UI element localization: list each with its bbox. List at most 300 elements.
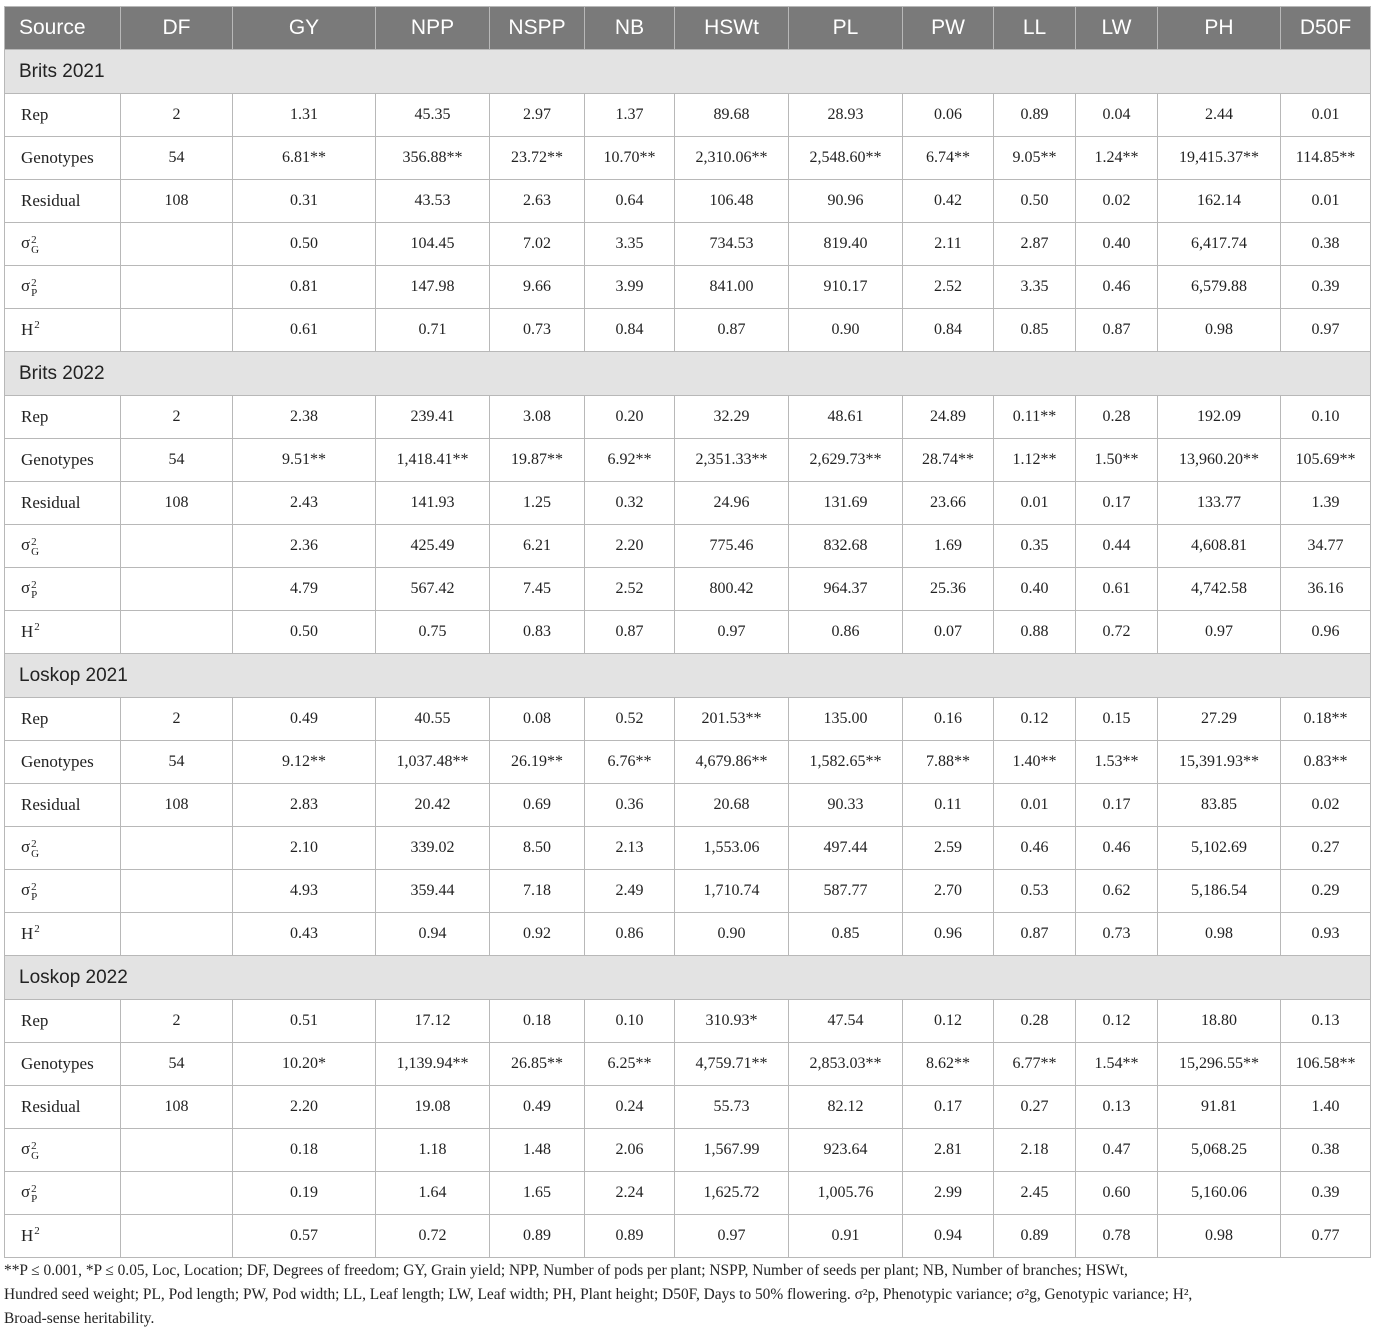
row-symbol-base: σ [21, 880, 31, 900]
value-cell: 0.18 [233, 1129, 376, 1172]
header-pw: PW [903, 7, 994, 50]
header-df: DF [121, 7, 233, 50]
row-label [5, 1215, 121, 1258]
value-cell: 90.33 [789, 784, 903, 827]
row-symbol: σ 2 P [21, 578, 38, 601]
df-cell [121, 1215, 233, 1258]
table-row [5, 309, 1371, 352]
value-cell: 6.76** [585, 741, 675, 784]
group-title: Brits 2022 [5, 352, 1371, 396]
value-cell: 18.80 [1158, 1000, 1281, 1043]
row-symbol: σ 2 G [21, 535, 40, 558]
row-symbol-base: σ [21, 535, 31, 555]
value-cell: 2.87 [994, 223, 1076, 266]
value-cell: 0.98 [1158, 309, 1281, 352]
value-cell: 0.85 [994, 309, 1076, 352]
value-cell: 6.25** [585, 1043, 675, 1086]
table-row [5, 611, 1371, 654]
value-cell: 0.04 [1076, 94, 1158, 137]
value-cell: 0.24 [585, 1086, 675, 1129]
value-cell: 0.89 [994, 1215, 1076, 1258]
value-cell: 0.38 [1281, 223, 1371, 266]
value-cell: 27.29 [1158, 698, 1281, 741]
value-cell: 1,005.76 [789, 1172, 903, 1215]
value-cell: 201.53** [675, 698, 789, 741]
value-cell: 841.00 [675, 266, 789, 309]
row-label [5, 568, 121, 611]
table-row [5, 827, 1371, 870]
value-cell: 89.68 [675, 94, 789, 137]
value-cell: 3.99 [585, 266, 675, 309]
row-label [5, 611, 121, 654]
value-cell: 2.45 [994, 1172, 1076, 1215]
df-cell: 2 [121, 1000, 233, 1043]
value-cell: 83.85 [1158, 784, 1281, 827]
row-label: Genotypes [5, 1043, 121, 1086]
value-cell: 2.97 [490, 94, 585, 137]
value-cell: 1.40** [994, 741, 1076, 784]
value-cell: 2,310.06** [675, 137, 789, 180]
table-row [5, 1129, 1371, 1172]
row-label: Rep [5, 396, 121, 439]
table-row [5, 1000, 1371, 1043]
df-cell: 2 [121, 396, 233, 439]
value-cell: 0.01 [1281, 94, 1371, 137]
value-cell: 2,548.60** [789, 137, 903, 180]
row-label: Rep [5, 1000, 121, 1043]
table-row [5, 94, 1371, 137]
value-cell: 2,629.73** [789, 439, 903, 482]
table-row [5, 137, 1371, 180]
value-cell: 2,351.33** [675, 439, 789, 482]
value-cell: 0.12 [1076, 1000, 1158, 1043]
value-cell: 0.31 [233, 180, 376, 223]
table-row [5, 525, 1371, 568]
df-cell: 108 [121, 482, 233, 525]
table-container [4, 6, 1370, 1258]
value-cell: 0.07 [903, 611, 994, 654]
footnote-line-3: Broad-sense heritability. [4, 1310, 155, 1327]
value-cell: 2.63 [490, 180, 585, 223]
table-row [5, 870, 1371, 913]
value-cell: 4,759.71** [675, 1043, 789, 1086]
df-cell [121, 870, 233, 913]
value-cell: 5,160.06 [1158, 1172, 1281, 1215]
row-symbol: H 2 [21, 923, 40, 943]
value-cell: 10.20* [233, 1043, 376, 1086]
value-cell: 5,186.54 [1158, 870, 1281, 913]
value-cell: 3.35 [585, 223, 675, 266]
row-symbol: σ 2 P [21, 276, 38, 299]
value-cell: 0.77 [1281, 1215, 1371, 1258]
df-cell [121, 611, 233, 654]
row-symbol-base: σ [21, 1139, 31, 1159]
value-cell: 0.97 [1158, 611, 1281, 654]
value-cell: 0.40 [994, 568, 1076, 611]
table-row [5, 568, 1371, 611]
footnote-line-2: Hundred seed weight; PL, Pod length; PW, Pod width; LL, Leaf length; LW, Leaf width; PH, Plant height; D50F, Days to 50% flowering. σ²p, Phenotypic variance; σ²g, Genotypic variance; H², [4, 1286, 1193, 1303]
value-cell: 587.77 [789, 870, 903, 913]
row-label: Rep [5, 94, 121, 137]
row-symbol-base: σ [21, 233, 31, 253]
value-cell: 6.77** [994, 1043, 1076, 1086]
row-label [5, 913, 121, 956]
value-cell: 147.98 [376, 266, 490, 309]
header-hswt: HSWt [675, 7, 789, 50]
value-cell: 775.46 [675, 525, 789, 568]
group-row [5, 50, 1371, 94]
row-label [5, 827, 121, 870]
value-cell: 8.50 [490, 827, 585, 870]
value-cell: 0.10 [1281, 396, 1371, 439]
value-cell: 192.09 [1158, 396, 1281, 439]
value-cell: 567.42 [376, 568, 490, 611]
table-row [5, 698, 1371, 741]
row-symbol-base: H [21, 622, 34, 641]
value-cell: 0.53 [994, 870, 1076, 913]
value-cell: 0.51 [233, 1000, 376, 1043]
value-cell: 1.12** [994, 439, 1076, 482]
value-cell: 0.83 [490, 611, 585, 654]
value-cell: 1.18 [376, 1129, 490, 1172]
value-cell: 0.17 [903, 1086, 994, 1129]
value-cell: 1,037.48** [376, 741, 490, 784]
row-label [5, 525, 121, 568]
value-cell: 3.35 [994, 266, 1076, 309]
value-cell: 0.12 [903, 1000, 994, 1043]
value-cell: 2.36 [233, 525, 376, 568]
value-cell: 2.10 [233, 827, 376, 870]
value-cell: 6.81** [233, 137, 376, 180]
row-label: Genotypes [5, 741, 121, 784]
row-label: Residual [5, 784, 121, 827]
value-cell: 6.92** [585, 439, 675, 482]
value-cell: 0.88 [994, 611, 1076, 654]
value-cell: 1.39 [1281, 482, 1371, 525]
df-cell [121, 913, 233, 956]
row-symbol-base: σ [21, 837, 31, 857]
value-cell: 1,567.99 [675, 1129, 789, 1172]
value-cell: 5,102.69 [1158, 827, 1281, 870]
value-cell: 0.73 [490, 309, 585, 352]
group-title: Loskop 2022 [5, 956, 1371, 1000]
table-row [5, 913, 1371, 956]
value-cell: 40.55 [376, 698, 490, 741]
value-cell: 0.97 [675, 1215, 789, 1258]
row-label [5, 1172, 121, 1215]
value-cell: 819.40 [789, 223, 903, 266]
value-cell: 0.61 [233, 309, 376, 352]
value-cell: 0.44 [1076, 525, 1158, 568]
value-cell: 0.28 [1076, 396, 1158, 439]
value-cell: 23.72** [490, 137, 585, 180]
value-cell: 7.18 [490, 870, 585, 913]
row-label [5, 266, 121, 309]
value-cell: 425.49 [376, 525, 490, 568]
value-cell: 923.64 [789, 1129, 903, 1172]
value-cell: 734.53 [675, 223, 789, 266]
value-cell: 1,625.72 [675, 1172, 789, 1215]
table-row [5, 784, 1371, 827]
value-cell: 106.48 [675, 180, 789, 223]
value-cell: 0.86 [789, 611, 903, 654]
value-cell: 15,391.93** [1158, 741, 1281, 784]
value-cell: 0.94 [903, 1215, 994, 1258]
group-row [5, 654, 1371, 698]
value-cell: 32.29 [675, 396, 789, 439]
value-cell: 0.92 [490, 913, 585, 956]
value-cell: 0.87 [994, 913, 1076, 956]
table-row [5, 482, 1371, 525]
df-cell: 54 [121, 741, 233, 784]
value-cell: 4,608.81 [1158, 525, 1281, 568]
value-cell: 0.50 [994, 180, 1076, 223]
value-cell: 339.02 [376, 827, 490, 870]
group-row [5, 956, 1371, 1000]
value-cell: 1.37 [585, 94, 675, 137]
value-cell: 0.19 [233, 1172, 376, 1215]
table-row [5, 1215, 1371, 1258]
value-cell: 0.87 [585, 611, 675, 654]
table-body [5, 50, 1371, 1258]
value-cell: 1.64 [376, 1172, 490, 1215]
value-cell: 0.18** [1281, 698, 1371, 741]
df-cell [121, 223, 233, 266]
row-symbol-base: σ [21, 1182, 31, 1202]
value-cell: 4,679.86** [675, 741, 789, 784]
header-pl: PL [789, 7, 903, 50]
value-cell: 1.31 [233, 94, 376, 137]
value-cell: 0.72 [1076, 611, 1158, 654]
value-cell: 0.96 [1281, 611, 1371, 654]
value-cell: 0.08 [490, 698, 585, 741]
value-cell: 6.21 [490, 525, 585, 568]
value-cell: 104.45 [376, 223, 490, 266]
value-cell: 0.69 [490, 784, 585, 827]
value-cell: 0.18 [490, 1000, 585, 1043]
table-row [5, 396, 1371, 439]
value-cell: 2.11 [903, 223, 994, 266]
value-cell: 0.86 [585, 913, 675, 956]
row-symbol-base: H [21, 1226, 34, 1245]
value-cell: 114.85** [1281, 137, 1371, 180]
value-cell: 2.43 [233, 482, 376, 525]
row-symbol-base: H [21, 924, 34, 943]
row-symbol: σ 2 G [21, 233, 40, 256]
value-cell: 0.13 [1076, 1086, 1158, 1129]
value-cell: 0.97 [1281, 309, 1371, 352]
value-cell: 910.17 [789, 266, 903, 309]
value-cell: 2.49 [585, 870, 675, 913]
header-source: Source [5, 7, 121, 50]
row-label [5, 1129, 121, 1172]
df-cell [121, 827, 233, 870]
value-cell: 2.99 [903, 1172, 994, 1215]
df-cell: 54 [121, 439, 233, 482]
value-cell: 13,960.20** [1158, 439, 1281, 482]
value-cell: 135.00 [789, 698, 903, 741]
value-cell: 131.69 [789, 482, 903, 525]
header-ph: PH [1158, 7, 1281, 50]
value-cell: 17.12 [376, 1000, 490, 1043]
value-cell: 0.61 [1076, 568, 1158, 611]
value-cell: 91.81 [1158, 1086, 1281, 1129]
value-cell: 19.08 [376, 1086, 490, 1129]
value-cell: 1.65 [490, 1172, 585, 1215]
row-label: Residual [5, 180, 121, 223]
value-cell: 0.78 [1076, 1215, 1158, 1258]
value-cell: 0.89 [490, 1215, 585, 1258]
value-cell: 0.11** [994, 396, 1076, 439]
value-cell: 2.52 [903, 266, 994, 309]
df-cell: 108 [121, 1086, 233, 1129]
value-cell: 0.98 [1158, 1215, 1281, 1258]
table-row [5, 180, 1371, 223]
header-gy: GY [233, 7, 376, 50]
group-title: Loskop 2021 [5, 654, 1371, 698]
value-cell: 20.68 [675, 784, 789, 827]
value-cell: 25.36 [903, 568, 994, 611]
group-title: Brits 2021 [5, 50, 1371, 94]
value-cell: 0.11 [903, 784, 994, 827]
value-cell: 964.37 [789, 568, 903, 611]
value-cell: 133.77 [1158, 482, 1281, 525]
row-label [5, 870, 121, 913]
row-label: Residual [5, 482, 121, 525]
value-cell: 0.01 [1281, 180, 1371, 223]
value-cell: 34.77 [1281, 525, 1371, 568]
df-cell: 54 [121, 137, 233, 180]
value-cell: 0.27 [1281, 827, 1371, 870]
header-nspp: NSPP [490, 7, 585, 50]
value-cell: 1.69 [903, 525, 994, 568]
value-cell: 0.96 [903, 913, 994, 956]
table-row [5, 741, 1371, 784]
value-cell: 55.73 [675, 1086, 789, 1129]
table-row [5, 1172, 1371, 1215]
value-cell: 0.47 [1076, 1129, 1158, 1172]
value-cell: 5,068.25 [1158, 1129, 1281, 1172]
df-cell: 108 [121, 180, 233, 223]
value-cell: 0.49 [490, 1086, 585, 1129]
value-cell: 6,579.88 [1158, 266, 1281, 309]
value-cell: 310.93* [675, 1000, 789, 1043]
value-cell: 0.16 [903, 698, 994, 741]
value-cell: 162.14 [1158, 180, 1281, 223]
value-cell: 20.42 [376, 784, 490, 827]
table-row [5, 266, 1371, 309]
value-cell: 24.89 [903, 396, 994, 439]
value-cell: 0.46 [1076, 266, 1158, 309]
value-cell: 0.46 [1076, 827, 1158, 870]
value-cell: 0.90 [789, 309, 903, 352]
group-row [5, 352, 1371, 396]
value-cell: 0.84 [903, 309, 994, 352]
value-cell: 2.59 [903, 827, 994, 870]
table-row [5, 223, 1371, 266]
row-label: Genotypes [5, 137, 121, 180]
value-cell: 0.81 [233, 266, 376, 309]
value-cell: 0.10 [585, 1000, 675, 1043]
value-cell: 0.02 [1281, 784, 1371, 827]
value-cell: 239.41 [376, 396, 490, 439]
value-cell: 0.71 [376, 309, 490, 352]
row-symbol: σ 2 P [21, 1182, 38, 1205]
value-cell: 48.61 [789, 396, 903, 439]
value-cell: 2.24 [585, 1172, 675, 1215]
value-cell: 0.90 [675, 913, 789, 956]
value-cell: 0.50 [233, 611, 376, 654]
row-symbol: σ 2 G [21, 1139, 40, 1162]
value-cell: 0.73 [1076, 913, 1158, 956]
value-cell: 0.29 [1281, 870, 1371, 913]
value-cell: 28.74** [903, 439, 994, 482]
value-cell: 0.17 [1076, 784, 1158, 827]
value-cell: 1.40 [1281, 1086, 1371, 1129]
value-cell: 832.68 [789, 525, 903, 568]
value-cell: 3.08 [490, 396, 585, 439]
value-cell: 0.98 [1158, 913, 1281, 956]
row-symbol: σ 2 P [21, 880, 38, 903]
row-label [5, 309, 121, 352]
value-cell: 90.96 [789, 180, 903, 223]
value-cell: 2.06 [585, 1129, 675, 1172]
row-symbol: σ 2 G [21, 837, 40, 860]
value-cell: 15,296.55** [1158, 1043, 1281, 1086]
value-cell: 0.52 [585, 698, 675, 741]
df-cell [121, 1172, 233, 1215]
value-cell: 47.54 [789, 1000, 903, 1043]
value-cell: 106.58** [1281, 1043, 1371, 1086]
row-symbol: H 2 [21, 621, 40, 641]
value-cell: 2.13 [585, 827, 675, 870]
value-cell: 2.81 [903, 1129, 994, 1172]
header-row [5, 7, 1371, 50]
value-cell: 9.66 [490, 266, 585, 309]
value-cell: 0.42 [903, 180, 994, 223]
value-cell: 8.62** [903, 1043, 994, 1086]
value-cell: 1,553.06 [675, 827, 789, 870]
header-npp: NPP [376, 7, 490, 50]
value-cell: 0.40 [1076, 223, 1158, 266]
value-cell: 7.02 [490, 223, 585, 266]
value-cell: 105.69** [1281, 439, 1371, 482]
value-cell: 0.01 [994, 482, 1076, 525]
value-cell: 0.62 [1076, 870, 1158, 913]
value-cell: 2,853.03** [789, 1043, 903, 1086]
row-label: Rep [5, 698, 121, 741]
df-cell [121, 309, 233, 352]
value-cell: 1,582.65** [789, 741, 903, 784]
df-cell: 108 [121, 784, 233, 827]
value-cell: 7.88** [903, 741, 994, 784]
value-cell: 10.70** [585, 137, 675, 180]
header-ll: LL [994, 7, 1076, 50]
row-symbol-base: σ [21, 276, 31, 296]
value-cell: 1.25 [490, 482, 585, 525]
value-cell: 19,415.37** [1158, 137, 1281, 180]
value-cell: 0.06 [903, 94, 994, 137]
value-cell: 1.24** [1076, 137, 1158, 180]
df-cell: 2 [121, 94, 233, 137]
value-cell: 0.97 [675, 611, 789, 654]
value-cell: 26.85** [490, 1043, 585, 1086]
value-cell: 0.57 [233, 1215, 376, 1258]
df-cell [121, 568, 233, 611]
value-cell: 0.85 [789, 913, 903, 956]
value-cell: 9.05** [994, 137, 1076, 180]
value-cell: 2.52 [585, 568, 675, 611]
